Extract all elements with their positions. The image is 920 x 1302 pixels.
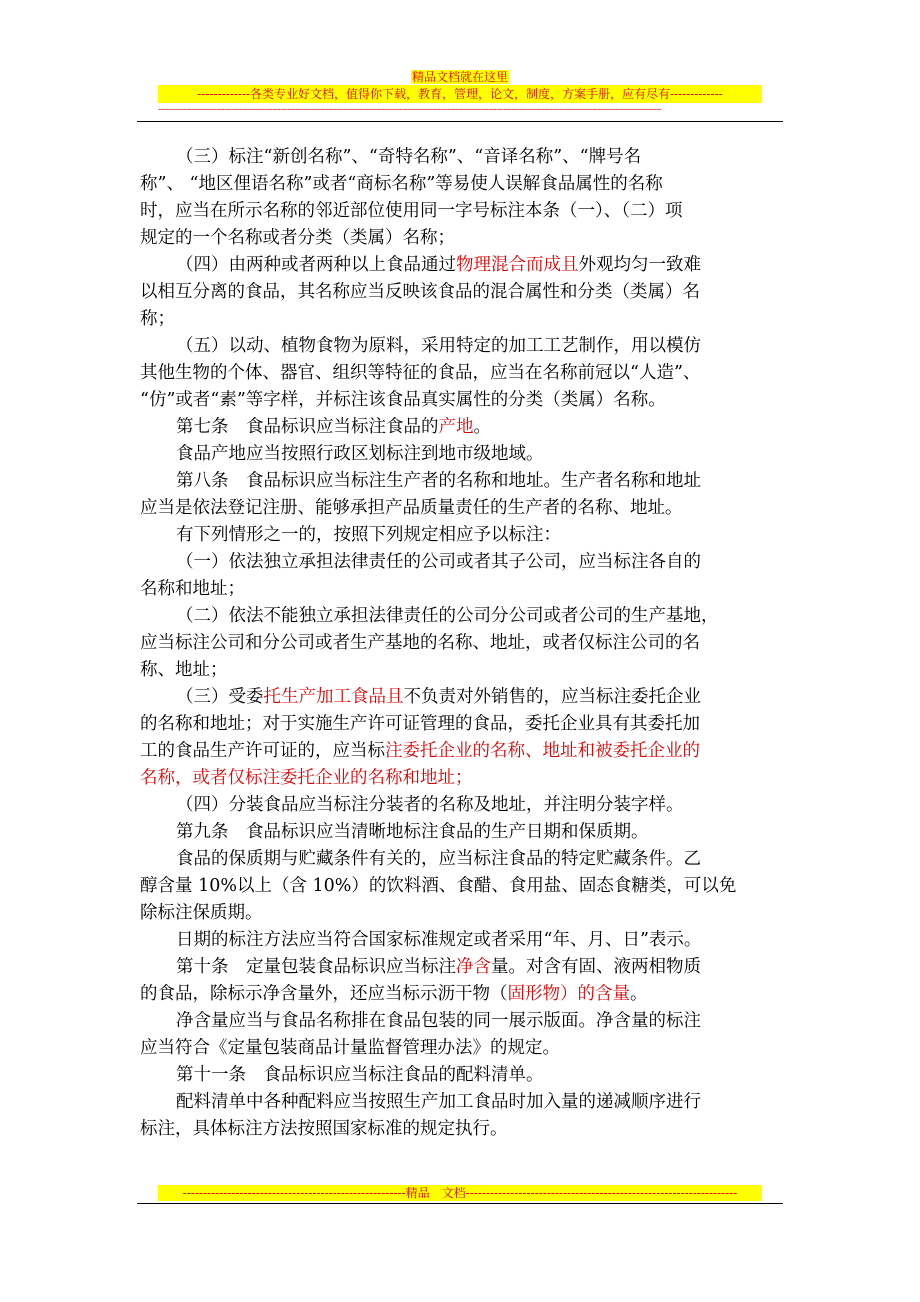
article-9 <box>140 819 784 846</box>
highlight-text: 托生产加工食品且 <box>263 687 404 707</box>
text-line: 第八条 食品标识应当标注生产者的名称和地址。生产者名称和地址 <box>176 471 701 491</box>
paragraph <box>140 1008 784 1062</box>
text-line: 应当标注公司和分公司或者生产基地的名称、地址，或者仅标注公司的名 <box>140 633 700 653</box>
paragraph <box>140 846 784 927</box>
text-line <box>140 252 784 279</box>
text-line: 醇含量 10%以上（含 10%）的饮料酒、食醋、食用盐、固态食糖类，可以免 <box>140 876 737 896</box>
article-10 <box>140 954 784 1008</box>
text-line: 第十一条 食品标识应当标注食品的配料清单。 <box>176 1065 544 1085</box>
text-segment: 。 <box>473 417 491 437</box>
text-line: 有下列情形之一的，按照下列规定相应予以标注： <box>176 525 561 545</box>
text-line: 名称和地址； <box>140 579 245 599</box>
text-line: 其他生物的个体、器官、组织等特征的食品，应当在名称前冠以“人造”、 <box>140 363 701 383</box>
paragraph <box>140 1089 784 1143</box>
text-segment: 工的食品生产许可证的，应当标 <box>140 741 385 761</box>
text-line: “仿”或者“素”等字样，并标注该食品真实属性的分类（类属）名称。 <box>140 390 666 410</box>
paragraph-4 <box>140 252 784 333</box>
article-7 <box>140 414 784 441</box>
text-segment: 第七条 食品标识应当标注食品的 <box>176 417 439 437</box>
text-line: 称； <box>140 309 175 329</box>
footer-banner: -------------------------------------------------------精品 文档------------------------------------------------------------------- <box>158 1185 762 1201</box>
text-line: 时，应当在所示名称的邻近部位使用同一字号标注本条（一）、（二）项 <box>140 201 683 221</box>
text-line <box>140 981 784 1008</box>
text-line <box>140 738 784 765</box>
text-line: 食品产地应当按照行政区划标注到地市级地域。 <box>176 444 544 464</box>
text-line: 应当是依法登记注册、能够承担产品质量责任的生产者的名称、地址。 <box>140 498 683 518</box>
header-banner: -------------各类专业好文档，值得你下载，教育，管理，论文，制度，方案手册，应有尽有------------- <box>158 85 762 103</box>
header-rule <box>137 121 783 122</box>
article-8 <box>140 468 784 522</box>
paragraph <box>140 522 784 549</box>
text-line: 食品的保质期与贮藏条件有关的，应当标注食品的特定贮藏条件。乙 <box>176 849 701 869</box>
text-segment: 外观均匀一致难 <box>578 255 701 275</box>
text-line: 以相互分离的食品，其名称应当反映该食品的混合属性和分类（类属）名 <box>140 282 700 302</box>
text-line: （五）以动、植物食物为原料，采用特定的加工工艺制作，用以模仿 <box>176 336 701 356</box>
document-body <box>140 144 784 1143</box>
paragraph <box>140 603 784 684</box>
text-segment: （四）由两种或者两种以上食品通过 <box>176 255 456 275</box>
header-title <box>0 66 920 84</box>
text-line: （一）依法独立承担法律责任的公司或者其子公司，应当标注各自的 <box>176 552 701 572</box>
highlight-text: 产地 <box>438 417 474 437</box>
text-segment: 的食品，除标示净含量外，还应当标示沥干物（ <box>140 984 508 1004</box>
text-line: 第九条 食品标识应当清晰地标注食品的生产日期和保质期。 <box>176 822 649 842</box>
text-line: 净含量应当与食品名称排在食品包装的同一展示版面。净含量的标注 <box>176 1011 701 1031</box>
footer-rule <box>137 1203 783 1204</box>
text-line <box>140 414 784 441</box>
paragraph <box>140 792 784 819</box>
paragraph <box>140 549 784 603</box>
text-line: 标注，具体标注方法按照国家标准的规定执行。 <box>140 1119 508 1139</box>
highlight-text: 净含 <box>456 957 491 977</box>
text-segment: 第十条 定量包装食品标识应当标注 <box>176 957 456 977</box>
text-line: （四）分装食品应当标注分装者的名称及地址，并注明分装字样。 <box>176 795 684 815</box>
highlight-text: 注委托企业的名称、地址和被委托企业的 <box>385 741 700 761</box>
highlight-text: 物理混合而成且 <box>456 255 579 275</box>
paragraph-5 <box>140 333 784 414</box>
text-line: （三）标注“新创名称”、“奇特名称”、“音译名称”、“牌号名 <box>176 147 642 167</box>
text-segment: （三）受委 <box>176 687 264 707</box>
text-segment: 量。对含有固、液两相物质 <box>491 957 701 977</box>
article-11 <box>140 1062 784 1089</box>
paragraph <box>140 684 784 792</box>
text-line: 的名称和地址；对于实施生产许可证管理的食品，委托企业具有其委托加 <box>140 714 700 734</box>
text-line: 称”、 “地区俚语名称”或者“商标名称”等易使人误解食品属性的名称 <box>140 174 663 194</box>
text-segment: 不负责对外销售的，应当标注委托企业 <box>403 687 701 707</box>
text-line: 称、地址； <box>140 660 228 680</box>
text-line: 除标注保质期。 <box>140 903 263 923</box>
text-line: 日期的标注方法应当符合国家标准规定或者采用“年、月、日”表示。 <box>176 930 702 950</box>
text-line <box>140 684 784 711</box>
text-segment: 。 <box>630 984 648 1004</box>
text-line: 应当符合《定量包装商品计量监督管理办法》的规定。 <box>140 1038 560 1058</box>
header-title-text: 精品文档就在这里 <box>411 70 508 84</box>
highlight-line: 名称，或者仅标注委托企业的名称和地址； <box>140 768 473 788</box>
text-line <box>140 954 784 981</box>
text-line: （二）依法不能独立承担法律责任的公司分公司或者公司的生产基地， <box>176 606 719 626</box>
highlight-text: 固形物）的含量 <box>507 984 630 1004</box>
text-line: 规定的一个名称或者分类（类属）名称； <box>140 228 455 248</box>
paragraph <box>140 927 784 954</box>
header-dashes: ------------------------------------------------------------------------------------------------------------------------------------------------------------------------------------------------------ <box>158 105 662 115</box>
paragraph <box>140 441 784 468</box>
paragraph-3 <box>140 144 784 252</box>
text-line: 配料清单中各种配料应当按照生产加工食品时加入量的递减顺序进行 <box>176 1092 701 1112</box>
